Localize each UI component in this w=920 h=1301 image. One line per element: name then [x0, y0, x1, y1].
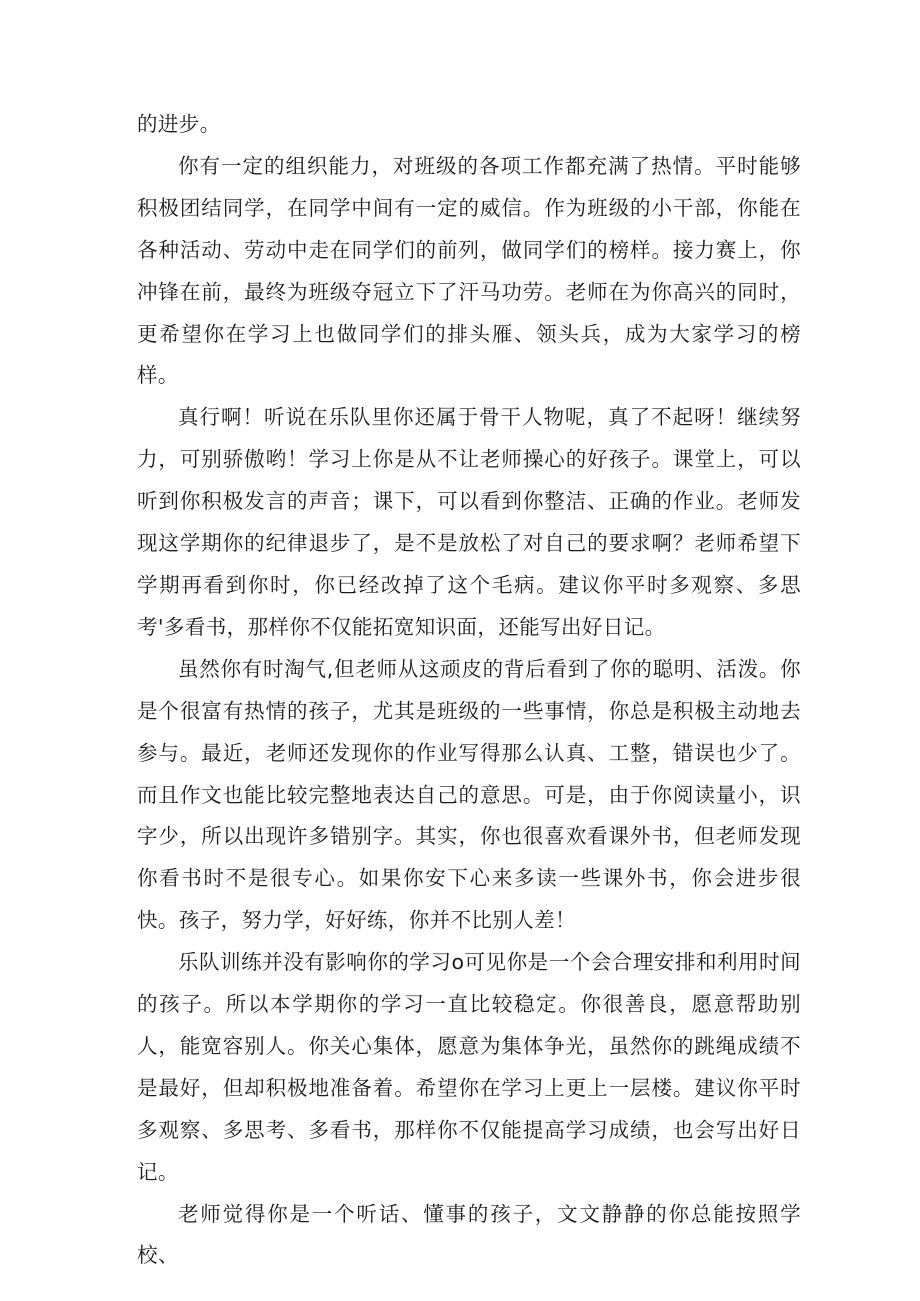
paragraph-comment-4: 乐队训练并没有影响你的学习o可见你是一个会合理安排和利用时间的孩子。所以本学期你的学习一直比较稳定。你很善良，愿意帮助别人，能宽容别人。你关心集体，愿意为集体争光，虽然你的跳绳成绩不是最好，但却积极地准备着。希望你在学习上更上一层楼。建议你平时多观察、多思考、多看书，那样你不仅能提高学习成绩，也会写出好日记。 — [137, 950, 801, 1184]
paragraph-comment-2: 真行啊！听说在乐队里你还属于骨干人物呢，真了不起呀！继续努力，可别骄傲哟！学习上你是从不让老师操心的好孩子。课堂上，可以听到你积极发言的声音；课下，可以看到你整洁、正确的作业。老师发现这学期你的纪律退步了，是不是放松了对自己的要求啊？老师希望下学期再看到你时，你已经改掉了这个毛病。建议你平时多观察、多思考'多看书，那样你不仅能拓宽知识面，还能写出好日记。 — [137, 405, 801, 639]
paragraph-comment-1: 你有一定的组织能力，对班级的各项工作都充满了热情。平时能够积极团结同学，在同学中间有一定的威信。作为班级的小干部，你能在各种活动、劳动中走在同学们的前列，做同学们的榜样。接力赛上，你冲锋在前，最终为班级夺冠立下了汗马功劳。老师在为你高兴的同时，更希望你在学习上也做同学们的排头雁、领头兵，成为大家学习的榜样。 — [137, 153, 801, 388]
paragraph-continuation: 的进步。 — [137, 112, 221, 136]
paragraph-comment-3: 虽然你有时淘气,但老师从这顽皮的背后看到了你的聪明、活泼。你是个很富有热情的孩子，尤其是班级的一些事情，你总是积极主动地去参与。最近，老师还发现你的作业写得那么认真、工整，错误也少了。而且作文也能比较完整地表达自己的意思。可是，由于你阅读量小，识字少，所以出现许多错别字。其实，你也很喜欢看课外书，但老师发现你看书时不是很专心。如果你安下心来多读一些课外书，你会进步很快。孩子，努力学，好好练，你并不比别人差！ — [137, 656, 801, 933]
paragraph-comment-5: 老师觉得你是一个听话、懂事的孩子，文文静静的你总能按照学校、 — [137, 1201, 801, 1268]
document-body — [137, 104, 801, 1277]
